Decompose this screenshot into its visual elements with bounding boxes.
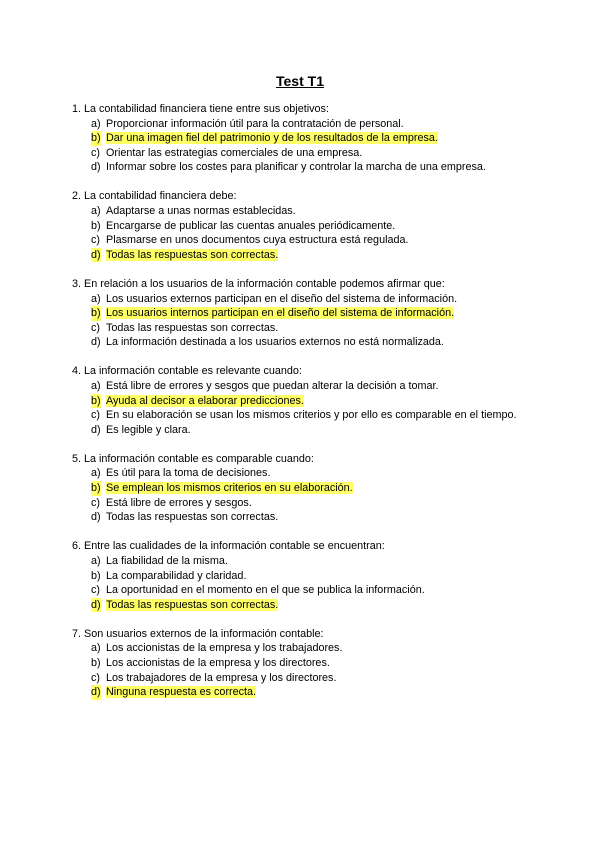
answer-option-highlighted [72, 598, 528, 613]
question-1 [72, 102, 528, 175]
answer-option-highlighted [72, 131, 528, 146]
option-text: Está libre de errores y sesgos. [106, 496, 252, 509]
option-list [72, 292, 528, 350]
option-label: d) [91, 336, 101, 349]
answer-option [72, 408, 528, 423]
option-text: Orientar las estrategias comerciales de una empresa. [106, 146, 363, 159]
option-label: d) [91, 686, 101, 699]
answer-option [72, 423, 528, 438]
option-text: Todas las respuestas son correctas. [106, 248, 279, 261]
question-3 [72, 277, 528, 350]
option-text: La oportunidad en el momento en el que se publica la información. [106, 584, 425, 597]
question-text [72, 277, 528, 292]
option-label: c) [91, 321, 100, 334]
option-label: b) [91, 657, 101, 669]
answer-option [72, 117, 528, 132]
option-label: b) [91, 482, 101, 495]
answer-option [72, 569, 528, 584]
answer-option [72, 204, 528, 219]
option-label: a) [91, 117, 101, 130]
option-label: b) [91, 219, 101, 232]
answer-option [72, 219, 528, 234]
question-number: 5. [72, 452, 82, 465]
option-text: La fiabilidad de la misma. [106, 554, 228, 567]
question-statement: La información contable es relevante cuando: [84, 365, 302, 378]
answer-option [72, 554, 528, 569]
option-text: Ayuda al decisor a elaborar predicciones. [106, 394, 304, 407]
question-number: 4. [72, 365, 82, 378]
answer-option [72, 671, 528, 686]
option-text: Informar sobre los costes para planificar y controlar la marcha de una empresa. [106, 161, 486, 174]
question-2 [72, 189, 528, 262]
option-label: b) [91, 394, 101, 407]
option-text: Está libre de errores y sesgos que puedan alterar la decisión a tomar. [106, 380, 439, 392]
question-statement: La información contable es comparable cuando: [84, 452, 314, 465]
answer-option-highlighted [72, 248, 528, 263]
option-label: b) [91, 569, 101, 582]
option-text: La información destinada a los usuarios externos no está normalizada. [106, 336, 444, 349]
option-label: d) [91, 248, 101, 261]
option-list [72, 641, 528, 699]
option-list [72, 204, 528, 262]
answer-option [72, 466, 528, 481]
option-label: c) [91, 671, 100, 684]
question-statement: Entre las cualidades de la información contable se encuentran: [84, 540, 385, 553]
question-7 [72, 627, 528, 700]
option-label: d) [91, 161, 101, 174]
question-statement: La contabilidad financiera debe: [84, 190, 237, 203]
option-text: La comparabilidad y claridad. [106, 569, 247, 582]
page-title: Test T1 [276, 73, 324, 89]
question-4 [72, 364, 528, 437]
answer-option [72, 496, 528, 511]
option-text: Plasmarse en unos documentos cuya estructura está regulada. [106, 234, 409, 247]
question-number: 2. [72, 190, 82, 203]
question-statement: Son usuarios externos de la información contable: [84, 627, 324, 640]
question-text [72, 539, 528, 554]
option-text: Encargarse de publicar las cuentas anuales periódicamente. [106, 219, 396, 232]
option-text: En su elaboración se usan los mismos criterios y por ello es comparable en el tiempo. [106, 409, 517, 422]
answer-option-highlighted [72, 394, 528, 409]
question-number: 1. [72, 103, 82, 115]
option-text: Todas las respuestas son correctas. [106, 321, 279, 334]
option-label: c) [91, 584, 100, 597]
answer-option [72, 146, 528, 161]
question-list [72, 102, 528, 714]
option-label: a) [91, 554, 101, 567]
answer-option [72, 656, 528, 671]
option-text: Es legible y clara. [106, 423, 191, 436]
question-number: 6. [72, 540, 82, 553]
answer-option [72, 233, 528, 248]
option-label: a) [91, 205, 101, 218]
option-label: a) [91, 642, 101, 655]
option-label: b) [91, 132, 101, 145]
option-label: c) [91, 234, 100, 247]
option-label: d) [91, 511, 101, 524]
answer-option-highlighted [72, 481, 528, 496]
answer-option [72, 510, 528, 525]
option-list [72, 554, 528, 612]
question-text [72, 189, 528, 204]
option-text: Dar una imagen fiel del patrimonio y de los resultados de la empresa. [106, 132, 438, 145]
question-5 [72, 452, 528, 525]
question-6 [72, 539, 528, 612]
question-statement: En relación a los usuarios de la información contable podemos afirmar que: [84, 277, 445, 290]
option-text: Los accionistas de la empresa y los trabajadores. [106, 642, 343, 655]
option-text: Todas las respuestas son correctas. [106, 598, 279, 611]
question-text [72, 627, 528, 642]
option-text: Se emplean los mismos criterios en su elaboración. [106, 482, 353, 495]
option-label: c) [91, 496, 100, 509]
question-text [72, 452, 528, 467]
option-label: b) [91, 307, 101, 320]
answer-option [72, 292, 528, 307]
option-label: a) [91, 380, 101, 392]
option-list [72, 117, 528, 175]
option-list [72, 379, 528, 437]
question-number: 7. [72, 627, 82, 640]
option-text: Los accionistas de la empresa y los directores. [106, 657, 330, 669]
option-label: c) [91, 409, 100, 422]
answer-option [72, 335, 528, 350]
answer-option [72, 641, 528, 656]
answer-option-highlighted [72, 685, 528, 700]
option-text: Proporcionar información útil para la contratación de personal. [106, 117, 404, 130]
option-label: c) [91, 146, 100, 159]
option-text: Ninguna respuesta es correcta. [106, 686, 257, 699]
option-text: Todas las respuestas son correctas. [106, 511, 279, 524]
option-text: Es útil para la toma de decisiones. [106, 467, 271, 480]
answer-option [72, 160, 528, 175]
answer-option [72, 321, 528, 336]
option-text: Los trabajadores de la empresa y los directores. [106, 671, 337, 684]
question-text [72, 102, 528, 117]
question-text [72, 364, 528, 379]
answer-option [72, 379, 528, 394]
question-statement: La contabilidad financiera tiene entre sus objetivos: [84, 103, 329, 115]
option-text: Los usuarios externos participan en el diseño del sistema de información. [106, 292, 458, 305]
option-text: Los usuarios internos participan en el diseño del sistema de información. [106, 307, 455, 320]
option-label: d) [91, 598, 101, 611]
option-label: a) [91, 292, 101, 305]
answer-option [72, 583, 528, 598]
option-text: Adaptarse a unas normas establecidas. [106, 205, 296, 218]
option-label: a) [91, 467, 101, 480]
option-list [72, 466, 528, 524]
answer-option-highlighted [72, 306, 528, 321]
question-number: 3. [72, 277, 82, 290]
option-label: d) [91, 423, 101, 436]
